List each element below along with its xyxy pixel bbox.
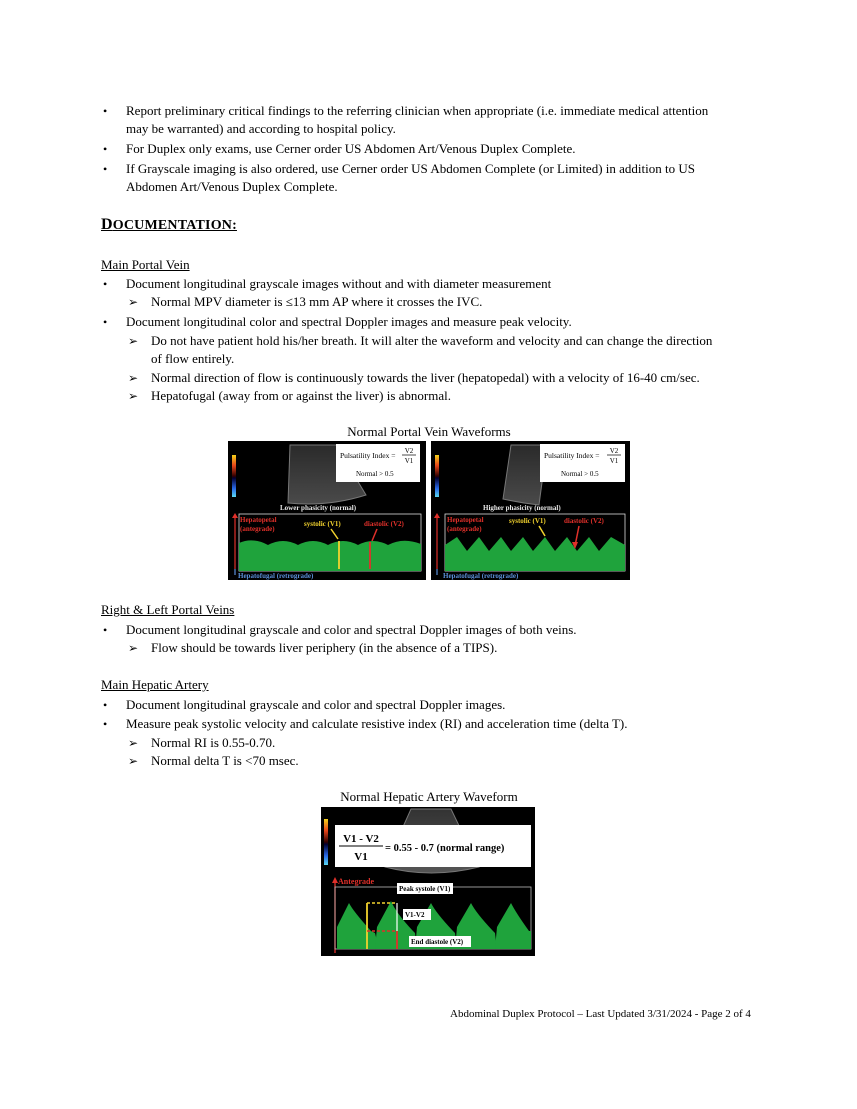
right-diastolic-label: diastolic (V2)	[564, 517, 604, 525]
arrow-bullet-icon: ➢	[128, 371, 139, 385]
mha-sub-1: Normal RI is 0.55-0.70.	[151, 735, 276, 750]
main-hepatic-artery-title: Main Hepatic Artery	[101, 677, 209, 692]
arrow-bullet-icon: ➢	[128, 641, 139, 655]
page-footer: Abdominal Duplex Protocol – Last Updated 3/31/2024 - Page 2 of 4	[450, 1008, 751, 1020]
right-pi-den: V1	[609, 457, 619, 465]
mpv-sub-3: Normal direction of flow is continuously towards the liver (hepatopedal) with a velocity of 16-40 cm/sec.	[151, 370, 700, 385]
right-left-portal-title: Right & Left Portal Veins	[101, 602, 235, 617]
left-pi-label: Pulsatility Index =	[340, 451, 396, 460]
right-hepatopetal-label: Hepatopetal	[447, 516, 484, 524]
left-hepatopetal-label: Hepatopetal	[240, 516, 277, 524]
mha-bullet-2: Measure peak systolic velocity and calculate resistive index (RI) and acceleration time (delta T).	[126, 716, 628, 731]
left-pi-num: V2	[404, 447, 414, 455]
hepatic-end-diastole-label: End diastole (V2)	[411, 938, 464, 946]
main-portal-vein-title: Main Portal Vein	[101, 257, 190, 272]
documentation-heading-rest: OCUMENTATION:	[112, 218, 237, 233]
intro-bullet-1-line-1: Report preliminary critical findings to the referring clinician when appropriate (i.e. immediate medical attention	[126, 103, 709, 118]
left-normal-label: Normal > 0.5	[356, 470, 394, 478]
mpv-bullet-1: Document longitudinal grayscale images without and with diameter measurement	[126, 276, 552, 291]
bullet-marker: •	[103, 623, 108, 637]
arrow-bullet-icon: ➢	[128, 389, 139, 403]
rlpv-bullet-1: Document longitudinal grayscale and color and spectral Doppler images of both veins.	[126, 622, 577, 637]
hepatic-antegrade-label: Antegrade	[338, 877, 374, 886]
arrow-bullet-icon: ➢	[128, 736, 139, 750]
arrow-bullet-icon: ➢	[128, 295, 139, 309]
hepatic-waveform-svg	[321, 807, 535, 956]
portal-waveform-right-image	[431, 441, 630, 580]
mpv-sub-1: Normal MPV diameter is ≤13 mm AP where it crosses the IVC.	[151, 294, 483, 309]
intro-bullet-1-line-2: may be warranted) and according to hospital policy.	[126, 121, 396, 136]
hepatic-formula-den: V1	[354, 851, 368, 863]
intro-bullet-3-line-1: If Grayscale imaging is also ordered, use Cerner order US Abdomen Complete (or Limited) in addition to US	[126, 161, 695, 176]
portal-waveform-right-svg	[431, 441, 630, 580]
right-normal-label: Normal > 0.5	[561, 470, 599, 478]
arrow-bullet-icon: ➢	[128, 754, 139, 768]
documentation-heading	[101, 217, 237, 234]
left-systolic-label: systolic (V1)	[304, 520, 341, 528]
bullet-marker: •	[103, 717, 108, 731]
left-hepatofugal-label: Hepatofugal (retrograde)	[238, 572, 314, 580]
right-hepatofugal-label: Hepatofugal (retrograde)	[443, 572, 519, 580]
bullet-marker: •	[103, 104, 108, 118]
mpv-sub-2-line-2: of flow entirely.	[151, 351, 235, 366]
portal-figure-caption: Normal Portal Vein Waveforms	[347, 424, 511, 439]
intro-bullet-2: For Duplex only exams, use Cerner order US Abdomen Art/Venous Duplex Complete.	[126, 141, 576, 156]
right-pi-label: Pulsatility Index =	[544, 451, 600, 460]
portal-waveform-left-image	[228, 441, 426, 580]
bullet-marker: •	[103, 277, 108, 291]
bullet-marker: •	[103, 315, 108, 329]
bullet-marker: •	[103, 142, 108, 156]
right-antegrade-label: (antegrade)	[447, 525, 482, 533]
left-pi-den: V1	[404, 457, 414, 465]
mpv-sub-4: Hepatofugal (away from or against the liver) is abnormal.	[151, 388, 451, 403]
right-systolic-label: systolic (V1)	[509, 517, 546, 525]
arrow-bullet-icon: ➢	[128, 334, 139, 348]
hepatic-peak-label: Peak systole (V1)	[399, 885, 451, 893]
bullet-marker: •	[103, 162, 108, 176]
left-phasicity-label: Lower phasicity (normal)	[280, 504, 357, 512]
hepatic-v1v2-label: V1-V2	[405, 911, 425, 919]
documentation-heading-initial: D	[101, 216, 113, 233]
bullet-marker: •	[103, 698, 108, 712]
mha-bullet-1: Document longitudinal grayscale and color and spectral Doppler images.	[126, 697, 506, 712]
right-pi-num: V2	[609, 447, 619, 455]
hepatic-figure-caption: Normal Hepatic Artery Waveform	[340, 789, 518, 804]
portal-waveform-left-svg	[228, 441, 426, 580]
hepatic-formula-result: = 0.55 - 0.7 (normal range)	[385, 843, 505, 854]
left-diastolic-label: diastolic (V2)	[364, 520, 404, 528]
rlpv-sub-1: Flow should be towards liver periphery (in the absence of a TIPS).	[151, 640, 498, 655]
mha-sub-2: Normal delta T is <70 msec.	[151, 753, 299, 768]
hepatic-formula-num: V1 - V2	[343, 833, 379, 845]
hepatic-waveform-image	[321, 807, 535, 956]
mpv-bullet-2: Document longitudinal color and spectral Doppler images and measure peak velocity.	[126, 314, 572, 329]
intro-bullet-3-line-2: Abdomen Art/Venous Duplex Complete.	[126, 179, 338, 194]
right-phasicity-label: Higher phasicity (normal)	[483, 504, 561, 512]
mpv-sub-2-line-1: Do not have patient hold his/her breath. It will alter the waveform and velocity and can change the direction	[151, 333, 713, 348]
left-antegrade-label: (antegrade)	[240, 525, 275, 533]
